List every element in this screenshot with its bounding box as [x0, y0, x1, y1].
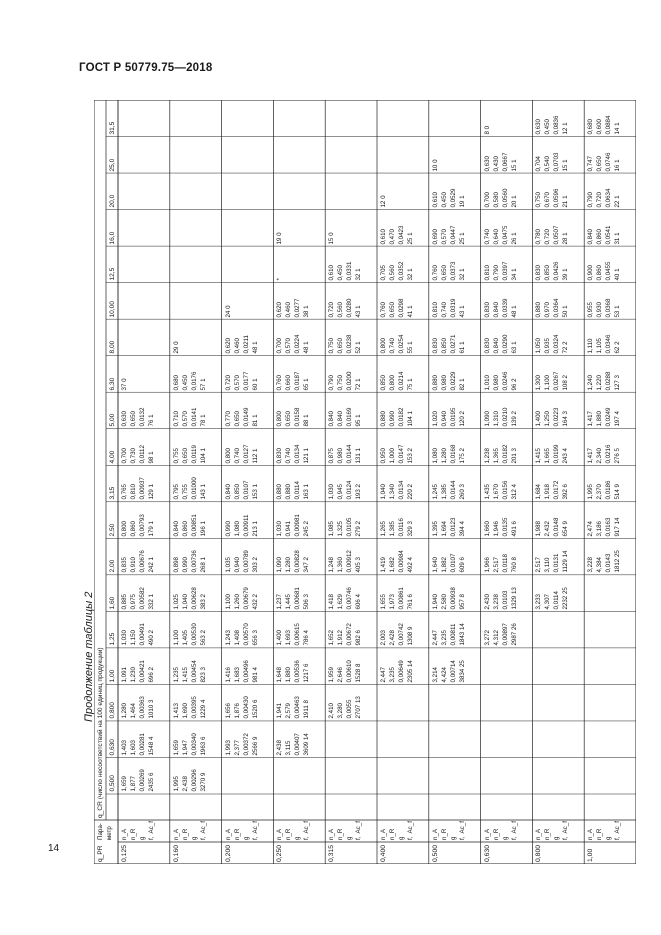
- table-cell: 0,800 0,740 0,0254 55 1: [380, 334, 414, 354]
- table-cell: 0,700 0,570 0,0224 48 1: [276, 334, 311, 354]
- row-param-labels: n_A n_R g f, Ac_f: [587, 821, 622, 840]
- table-cell: 37 0: [121, 378, 128, 391]
- row-param-labels: n_A n_R g f, Ac_f: [121, 821, 155, 840]
- row-qpr-label: 0,125: [121, 844, 128, 862]
- table-cell: 0,755 0,650 0,0119 104 1: [172, 444, 207, 464]
- table-cell: *: [276, 278, 284, 281]
- table-cell: 1,417 2,340 0,0216 276 5: [587, 444, 622, 464]
- table-cell: 1,988 2,432 0,0148 654 9: [535, 517, 570, 537]
- table-cell: 0,680 0,450 0,0176 57 1: [172, 371, 207, 391]
- column-header: 3,15: [109, 486, 116, 500]
- table-cell: 24 0: [224, 305, 232, 318]
- table-cell: 2,410 3,280 0,0055 2707 13: [328, 696, 363, 719]
- table-cell: 1,435 1,670 0,0156 312 4: [483, 480, 518, 500]
- table-cell: 0,830 0,850 0,0426 39 1: [535, 261, 570, 281]
- table-cell: 1,090 1,280 0,00828 347 2: [276, 550, 311, 573]
- table-cell: 1,030 1,150 0,00491 490 2: [121, 623, 155, 646]
- table-cell: 1,415 1,665 0,0199 243 4: [535, 444, 570, 464]
- col-qpr-header: q_PR: [97, 845, 104, 862]
- table-cell: 0,750 0,650 0,0238 52 1: [328, 334, 363, 354]
- table-cell: 1,091 1,230 0,00421 696 2: [121, 660, 155, 683]
- table-cell: 1,030 0,941 0,00981 245 2: [276, 513, 311, 537]
- table-cell: 2,447 3,235 0,00649 2305 14: [380, 660, 414, 683]
- row-qpr-label: 0,315: [328, 844, 336, 862]
- table-cell: 1,080 1,280 0,0168 175 2: [431, 444, 466, 464]
- table-cell: 19 0: [276, 232, 284, 245]
- table-cell: 15 0: [328, 232, 336, 245]
- table-cell: 0,990 1,080 0,00911 213 1: [224, 514, 259, 537]
- table-cell: 1,648 1,880 0,00536 1217 6: [276, 660, 311, 683]
- table-cell: 1,966 2,517 0,0118 760 8: [483, 554, 518, 573]
- table-cell: 1,400 1,693 0,00615 786 4: [276, 623, 311, 646]
- table-cell: 0,747 0,650 0,0746 16 1: [587, 152, 622, 172]
- table-cell: 0,680 0,600 0,0884 14 1: [587, 115, 622, 135]
- table-cell: 0,700 0,730 0,0112 98 1: [121, 444, 155, 464]
- table-cell: 0,700 0,580 0,0560 20 1: [483, 188, 518, 208]
- table-cell: 0,630 0,450 0,0836 12 1: [535, 115, 570, 135]
- table-cell: 1,237 1,445 0,00681 506 3: [276, 586, 311, 610]
- table-cell: 0,830 0,840 0,0339 48 1: [483, 298, 518, 318]
- table-cell: 0,770 0,650 0,0149 81 1: [224, 407, 259, 427]
- table-cell: 0,880 0,970 0,0364 50 1: [535, 298, 570, 318]
- row-param-labels: n_A n_R g f, Ac_f: [224, 821, 259, 840]
- table-cell: 0,720 0,560 0,0280 43 1: [328, 298, 363, 318]
- table-cell: 1,660 1,946 0,0135 491 6: [483, 517, 518, 537]
- table-cell: 0,610 0,450 0,0529 19 1: [431, 188, 466, 208]
- row-qpr-label: 0,250: [276, 844, 284, 862]
- table-cell: 0,620 0,460 0,0277 38 1: [276, 298, 311, 318]
- table-cell: 0,810 0,740 0,0319 43 1: [431, 298, 466, 318]
- table-cell: 3,214 4,424 0,00714 3834 25: [431, 660, 466, 683]
- table-cell: 1,035 0,940 0,00789 303 2: [224, 550, 259, 573]
- table-cell: 0,690 0,570 0,0447 25 1: [431, 225, 466, 245]
- table-cell: 1,100 1,260 0,00679 432 2: [224, 586, 259, 610]
- table-cell: 0,710 0,570 0,0141 78 1: [172, 407, 207, 427]
- column-header: 12,5: [109, 267, 116, 281]
- table-cell: 1,248 1,360 0,00912 405 3: [328, 550, 363, 573]
- table-cell: 0,840 0,840 0,0169 95 1: [328, 407, 363, 427]
- table-cell: 1,417 1,880 0,0249 197 4: [587, 407, 622, 427]
- table-cell: 1,030 0,945 0,0124 193 2: [328, 480, 363, 500]
- table-cell: 0,760 0,650 0,0373 32 1: [431, 261, 466, 281]
- table-cell: 0,830 0,850 0,0271 61 1: [431, 334, 466, 354]
- table-cell: 1,419 1,682 0,00984 492 4: [380, 550, 414, 573]
- table-cell: 0,630 0,650 0,0132 76 1: [121, 407, 155, 427]
- table-cell: 1,300 1,100 0,0267 108 2: [535, 371, 570, 391]
- row-param-labels: n_A n_R g f, Ac_f: [328, 821, 363, 840]
- table-cell: 1,395 1,694 0,0123 394 4: [431, 517, 466, 537]
- column-header: 25,0: [109, 158, 116, 172]
- column-header: 8,00: [109, 340, 116, 354]
- table-cell: 0,950 1,000 0,0147 153 2: [380, 444, 414, 464]
- table-cell: 0,898 0,990 0,00736 268 1: [172, 550, 207, 573]
- table-cell: 0,765 0,810 0,00937 129 1: [121, 477, 155, 500]
- table-cell: 3,272 4,312 0,00897 2987 26: [483, 623, 518, 646]
- table-cell: 0,800 0,650 0,0158 88 1: [276, 407, 311, 427]
- table-cell: 0,610 0,470 0,0423 25 1: [380, 225, 414, 245]
- table-cell: 1,640 1,882 0,0107 609 6: [431, 553, 466, 573]
- table-cell: 0,810 0,790 0,0397 34 1: [483, 261, 518, 281]
- table-cell: 0,705 0,560 0,0352 32 1: [380, 261, 414, 281]
- group-header: q_CR (число несоответствий на 100 единиц продукции): [97, 647, 104, 818]
- table-cell: 3,233 4,307 0,0114 2232 25: [535, 586, 570, 610]
- table-cell: 1,413 1,690 0,00395 1229 4: [172, 696, 207, 719]
- row-param-labels: n_A n_R g f, Ac_f: [535, 821, 570, 840]
- table-cell: 8 0: [483, 125, 491, 135]
- table-cell: 1,659 1,877 0,00269 2435 6: [121, 769, 155, 792]
- table-cell: 0,835 0,910 0,00676 242 1: [121, 550, 155, 573]
- table-cell: 2,430 3,238 0,0103 1329 13: [483, 586, 518, 610]
- table-cell: 1,025 1,040 0,00628 383 2: [172, 586, 207, 610]
- table-cell: 1,995 2,370 0,0186 514 9: [587, 480, 622, 500]
- table-cell: 1,020 0,940 0,0195 120 2: [431, 407, 466, 427]
- table-cell: 2,447 3,235 0,00811 1843 14: [431, 623, 466, 646]
- column-header: 1,60: [109, 596, 116, 610]
- table-cell: 1,659 1,947 0,00340 1963 6: [172, 733, 207, 756]
- table-cell: 0,880 0,990 0,0182 104 1: [380, 407, 414, 427]
- table-cell: 1,995 2,438 0,00296 3270 9: [172, 769, 207, 792]
- row-param-labels: n_A n_R g f, Ac_f: [172, 821, 207, 840]
- table-cell: 0,630 0,430 0,0667 15 1: [483, 152, 518, 172]
- row-qpr-label: 1,00: [587, 848, 595, 862]
- column-header: 1,00: [109, 669, 116, 683]
- table-cell: 0,740 0,640 0,0475 26 1: [483, 225, 518, 245]
- column-header: 20,0: [109, 194, 116, 208]
- row-qpr-label: 0,630: [483, 844, 491, 862]
- table-cell: 0,610 0,450 0,0331 32 1: [328, 261, 363, 281]
- table-cell: 1,656 1,876 0,00430 1520 6: [224, 696, 259, 719]
- table-cell: 1,040 1,340 0,0134 220 2: [380, 480, 414, 500]
- table-cell: 0,880 0,880 0,0114 163 1: [276, 481, 311, 500]
- table-cell: 1,010 0,980 0,0246 96 2: [483, 371, 518, 391]
- table-cell: 1,940 2,580 0,00938 957 8: [431, 586, 466, 610]
- table-cell: 1,403 1,603 0,00281 1548 4: [121, 733, 155, 756]
- table-cell: 0,750 0,670 0,0596 21 1: [535, 188, 570, 208]
- table-cell: 0,790 0,750 0,0200 72 1: [328, 371, 363, 391]
- table-cell: 1,652 1,912 0,00672 982 6: [328, 623, 363, 646]
- table-cell: 1,245 1,385 0,0144 260 3: [431, 480, 466, 500]
- table-cell: 0,800 0,740 0,0127 112 1: [224, 444, 259, 464]
- table-cell: 10 0: [431, 158, 439, 172]
- table-cell: 0,875 0,980 0,0144 131 1: [328, 444, 363, 464]
- table-cell: 0,900 0,860 0,0455 40 1: [587, 261, 622, 281]
- table-cell: 0,620 0,460 0,0211 48 1: [224, 335, 259, 354]
- column-header: 5,00: [109, 413, 116, 427]
- column-header: 0,500: [109, 775, 116, 792]
- row-param-labels: n_A n_R g f, Ac_f: [483, 821, 518, 840]
- table-cell: 0,850 0,800 0,0214 75 1: [380, 371, 414, 391]
- table-cell: 0,840 0,860 0,00851 196 1: [172, 513, 207, 537]
- table-cell: 0,955 0,930 0,0368 53 1: [587, 298, 622, 318]
- table-cell: 0,760 0,650 0,0298 41 1: [380, 298, 414, 318]
- table-cell: 0,880 0,980 0,0229 82 1: [431, 371, 466, 391]
- page-number: 14: [48, 843, 60, 854]
- table-cell: 1,993 2,377 0,00372 2566 9: [224, 733, 259, 756]
- column-header: 0,630: [109, 738, 116, 756]
- table-cell: 29 0: [172, 341, 180, 354]
- table-cell: 0,780 0,720 0,0507 28 1: [535, 225, 570, 245]
- row-qpr-label: 0,160: [172, 844, 180, 862]
- table-cell: 1,240 1,220 0,0288 127 3: [587, 371, 622, 391]
- table-cell: 0,840 0,860 0,0541 31 1: [587, 225, 622, 245]
- table-cell: 1,416 1,683 0,00496 981 4: [224, 660, 259, 683]
- table-cell: 2,438 3,115 0,00407 3609 14: [276, 733, 311, 756]
- table-cell: 1,050 0,935 0,0324 72 2: [535, 334, 570, 354]
- column-header: 2,00: [109, 559, 116, 573]
- table-cell: 0,830 0,840 0,0290 63 1: [483, 334, 518, 354]
- row-qpr-label: 0,200: [224, 844, 232, 862]
- table-cell: 0,885 0,975 0,00582 332 1: [121, 586, 155, 610]
- row-qpr-label: 0,500: [431, 844, 439, 862]
- col-param-header: Пара- метр: [97, 823, 113, 840]
- table-cell: 1,280 1,464 0,00363 1010 3: [121, 696, 155, 719]
- table-cell: 12 0: [380, 195, 387, 208]
- table-cell: 1,265 1,385 0,0116 329 3: [380, 517, 414, 537]
- table-cell: 1,100 1,405 0,00530 563 2: [172, 623, 207, 646]
- table-cell: 1,941 2,579 0,00463 1911 8: [276, 696, 311, 719]
- data-table: [94, 100, 636, 864]
- column-header: 31,5: [109, 121, 116, 135]
- column-header: 0,800: [109, 702, 116, 719]
- table-cell: 0,840 0,850 0,0107 153 1: [224, 480, 259, 500]
- table-cell: 1,400 1,250 0,0223 164 3: [535, 407, 570, 427]
- column-header: 16,0: [109, 231, 116, 245]
- table-cell: 1,110 1,105 0,0346 62 2: [587, 334, 622, 354]
- column-header: 2,50: [109, 523, 116, 537]
- table-cell: 0,830 0,740 0,0134 121 1: [276, 444, 311, 464]
- table-cell: 0,704 0,540 0,0703 15 1: [535, 152, 570, 172]
- table-cell: 0,720 0,570 0,0177 60 1: [224, 371, 259, 391]
- row-param-labels: n_A n_R g f, Ac_f: [380, 821, 414, 840]
- table-cell: 1,238 1,365 0,0182 201 3: [483, 444, 518, 464]
- row-param-labels: n_A n_R g f, Ac_f: [276, 821, 311, 840]
- table-cell: 1,418 1,629 0,00746 606 4: [328, 586, 363, 610]
- table-cell: 1,243 1,408 0,00570 656 3: [224, 623, 259, 646]
- table-cell: 0,790 0,720 0,0634 22 1: [587, 188, 622, 208]
- column-header: 6,30: [109, 377, 116, 391]
- table-cell: 1,655 1,973 0,00861 761 6: [380, 586, 414, 610]
- table-cell: 1,085 1,325 0,0105 279 2: [328, 517, 363, 537]
- column-header: 4,00: [109, 450, 116, 464]
- row-qpr-label: 0,800: [535, 844, 543, 862]
- table-cell: 1,684 1,918 0,0172 392 6: [535, 480, 570, 500]
- row-qpr-label: 0,400: [380, 844, 387, 862]
- column-header: 10,00: [109, 300, 116, 318]
- table-cell: 1,090 1,310 0,0210 139 2: [483, 407, 518, 427]
- table-cell: 2,003 2,428 0,00742 1308 9: [380, 623, 414, 646]
- table-cell: 2,474 3,186 0,0163 917 14: [587, 517, 622, 537]
- page-header: ГОСТ Р 50779.75—2018: [79, 62, 213, 74]
- table-cell: 0,795 0,755 0,01000 143 1: [172, 477, 207, 500]
- row-param-labels: n_A n_R g f, Ac_f: [431, 821, 466, 840]
- table-cell: 3,228 4,384 0,0143 1812 25: [587, 550, 622, 573]
- table-cell: 2,517 3,110 0,0131 1129 14: [535, 550, 570, 573]
- table-caption: Продолжение таблицы 2: [83, 591, 95, 722]
- table-cell: 1,959 2,646 0,00610 1528 8: [328, 660, 363, 683]
- table-cell: 0,800 0,860 0,00793 179 1: [121, 513, 155, 537]
- table-cell: 1,235 1,415 0,00454 823 3: [172, 660, 207, 683]
- table-cell: 0,760 0,660 0,0187 65 1: [276, 371, 311, 391]
- column-header: 1,25: [109, 633, 116, 646]
